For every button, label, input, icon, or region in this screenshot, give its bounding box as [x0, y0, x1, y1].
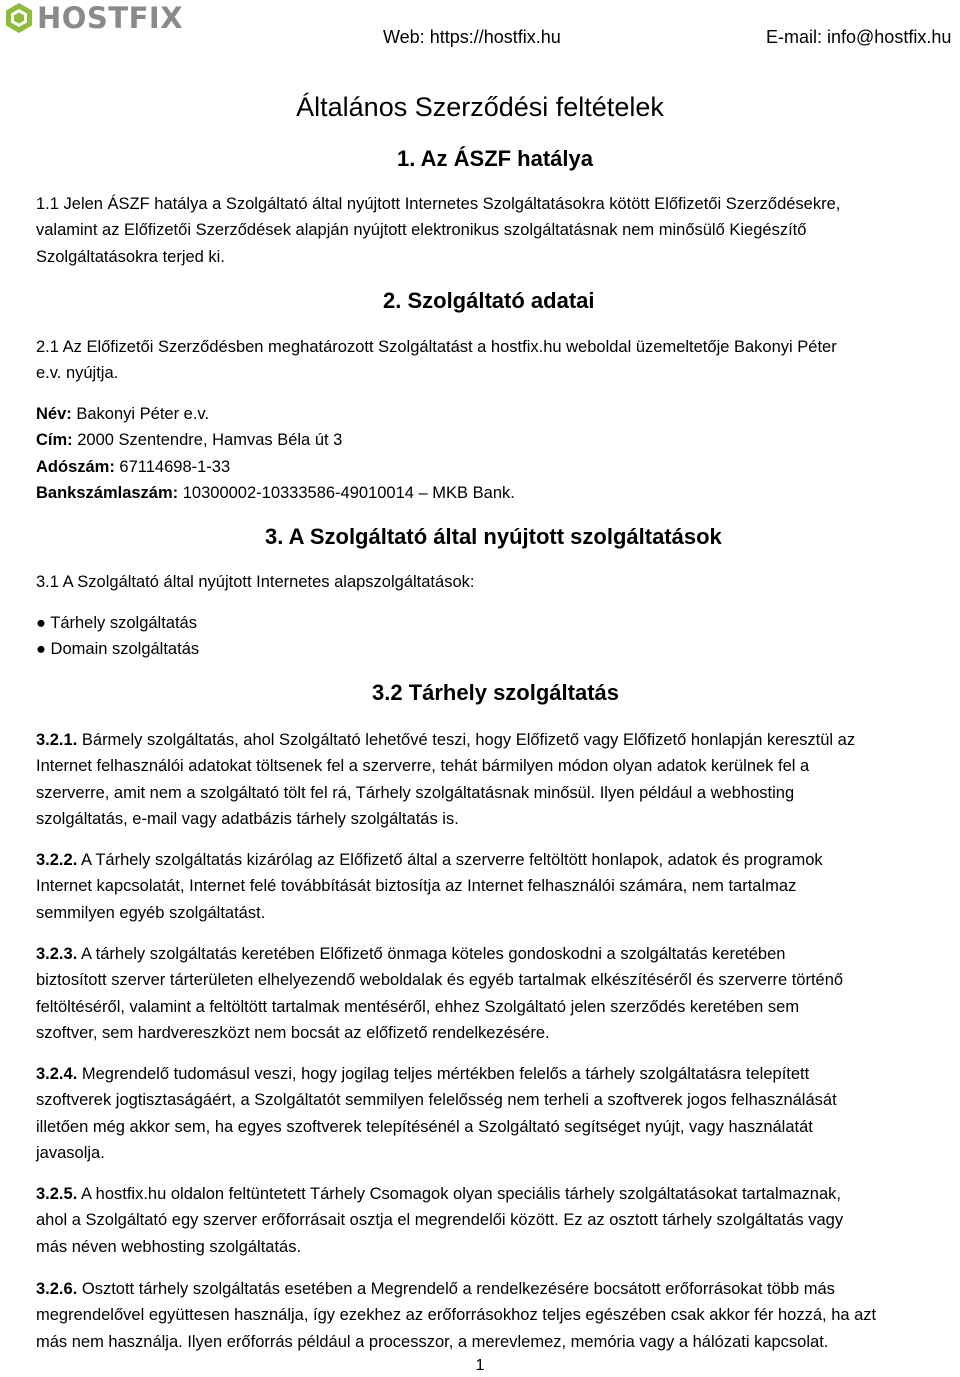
section-2-paragraph [36, 334, 956, 387]
detail-row-name [36, 401, 956, 427]
text-line: 3.1 A Szolgáltató által nyújtott Internetes alapszolgáltatások: [36, 573, 475, 591]
text-line: ahol a Szolgáltató egy szerver erőforrásait osztja el megrendelői között. Ez az osztott tárhely szolgáltatás vagy [36, 1211, 844, 1230]
detail-row-address [36, 427, 956, 453]
text-line: szolgáltatás, e-mail vagy adatbázis tárhely szolgáltatás is. [36, 809, 459, 828]
text-line: A tárhely szolgáltatás keretében Előfizető önmaga köteles gondoskodni a szolgáltatás keretében [77, 945, 786, 963]
text-line: más néven webhosting szolgáltatás. [36, 1237, 302, 1256]
detail-label: Név: [36, 405, 72, 423]
text-line: Bármely szolgáltatás, ahol Szolgáltató lehetővé teszi, hogy Előfizető vagy Előfizető honlapján keresztül az [77, 731, 856, 749]
text-line: Szolgáltatásokra terjed ki. [36, 247, 225, 266]
section-1-heading: 1. Az ÁSZF hatálya [396, 146, 593, 171]
detail-label: Adószám: [36, 457, 115, 476]
paragraph-number: 3.2.6. [36, 1280, 78, 1298]
detail-value: 10300002-10333586-49010014 – MKB Bank. [178, 483, 515, 502]
list-item: ● Tárhely szolgáltatás [36, 614, 197, 632]
section-3-2-heading: 3.2 Tárhely szolgáltatás [372, 680, 619, 705]
text-line: A hostfix.hu oldalon feltüntetett Tárhely Csomagok olyan speciális tárhely szolgáltatásokat tartalmaznak, [77, 1185, 841, 1203]
text-line: A Tárhely szolgáltatás kizárólag az Előfizető által a szerverre feltöltött honlapok, adatok és programok [77, 851, 823, 869]
website-link[interactable]: Web: https://hostfix.hu [383, 27, 561, 47]
detail-value: 67114698-1-33 [114, 457, 231, 476]
paragraph-number: 3.2.3. [36, 945, 78, 963]
section-3-1-text [36, 569, 956, 595]
detail-label: Bankszámlaszám: [36, 483, 179, 502]
text-line: illetően még akkor sem, ha egyes szoftverek telepítésénél a Szolgáltató segítséget nyújt, vagy használatát [36, 1117, 813, 1136]
paragraph-number: 3.2.2. [36, 851, 78, 869]
text-line: e.v. nyújtja. [36, 364, 119, 383]
paragraph-3-2-2 [36, 847, 956, 926]
paragraph-3-2-5 [36, 1181, 956, 1260]
paragraph-number: 3.2.1. [36, 731, 78, 749]
text-line: semmilyen egyéb szolgáltatást. [36, 903, 266, 922]
text-line: feltöltéséről, valamint a feltöltött tartalmak mentéséről, ehhez Szolgáltató jelen szerződés keretében sem [36, 997, 800, 1016]
text-line: szerverre, amit nem a szolgáltató tölt fel rá, Tárhely szolgáltatásnak minősül. Ilyen például a webhosting [36, 783, 795, 802]
text-line: más nem használja. Ilyen erőforrás például a processzor, a merevlemez, memória vagy a hálózati kapcsolat. [36, 1332, 829, 1351]
section-3-heading: 3. A Szolgáltató által nyújtott szolgáltatások [265, 524, 722, 549]
text-line: valamint az Előfizetői Szerződések alapján nyújtott elektronikus szolgáltatásnak nem minősülő Kiegészítő [36, 221, 807, 240]
provider-details [36, 401, 956, 506]
detail-value: 2000 Szentendre, Hamvas Béla út 3 [72, 431, 343, 450]
paragraph-3-2-1 [36, 727, 956, 832]
service-list [36, 610, 956, 663]
text-line: 2.1 Az Előfizetői Szerződésben meghatározott Szolgáltatást a hostfix.hu weboldal üzemeltetője Bakonyi Péter [36, 338, 837, 356]
paragraph-3-2-6 [36, 1276, 956, 1355]
text-line: Osztott tárhely szolgáltatás esetében a Megrendelő a rendelkezésére bocsátott erőforrásokat több más [77, 1280, 835, 1298]
document-title: Általános Szerződési feltételek [296, 92, 664, 122]
text-line: javasolja. [36, 1143, 105, 1162]
text-line: szoftver, sem hardvereszközt nem bocsát az előfizető rendelkezésére. [36, 1023, 550, 1042]
paragraph-3-2-4 [36, 1061, 956, 1166]
detail-label: Cím: [36, 431, 73, 450]
text-line: megrendelővel együttesen használja, így ezekhez az erőforrásokhoz teljes egészében csak akkor fér hozzá, ha azt [36, 1306, 877, 1325]
paragraph-number: 3.2.4. [36, 1065, 78, 1083]
hexagon-logo-icon [4, 2, 34, 34]
logo-text: HOSTFIX [37, 1, 184, 35]
paragraph-number: 3.2.5. [36, 1185, 78, 1203]
list-item: ● Domain szolgáltatás [36, 640, 200, 659]
text-line: 1.1 Jelen ÁSZF hatálya a Szolgáltató által nyújtott Internetes Szolgáltatásokra kötött Előfizetői Szerződésekre, [36, 195, 841, 213]
detail-row-tax-number [36, 454, 956, 480]
email-link[interactable]: E-mail: info@hostfix.hu [766, 27, 952, 47]
section-2-heading: 2. Szolgáltató adatai [383, 288, 595, 313]
hostfix-logo[interactable] [4, 2, 183, 34]
text-line: Megrendelő tudomásul veszi, hogy jogilag teljes mértékben felelős a tárhely szolgáltatásra telepített [77, 1065, 810, 1083]
detail-value: Bakonyi Péter e.v. [71, 405, 210, 423]
text-line: Internet felhasználói adatokat töltsenek fel a szerverre, tehát bármilyen módon olyan adatok kerülnek fel a [36, 757, 810, 776]
detail-row-bank-account [36, 480, 956, 506]
text-line: Internet kapcsolatát, Internet felé továbbítását biztosítja az Internet felhasználói számára, nem tartalmaz [36, 877, 797, 896]
section-1-paragraph [36, 191, 956, 270]
text-line: biztosított szerver tárterületen elhelyezendő weboldalak és egyéb tartalmak elkészítéséről és szerverre történő [36, 971, 844, 990]
page-number: 1 [475, 1357, 485, 1374]
paragraph-3-2-3 [36, 941, 956, 1046]
text-line: szoftverek jogtisztaságáért, a Szolgáltatót semmilyen felelősség nem terheli a szoftverek jogos felhasználását [36, 1091, 837, 1110]
